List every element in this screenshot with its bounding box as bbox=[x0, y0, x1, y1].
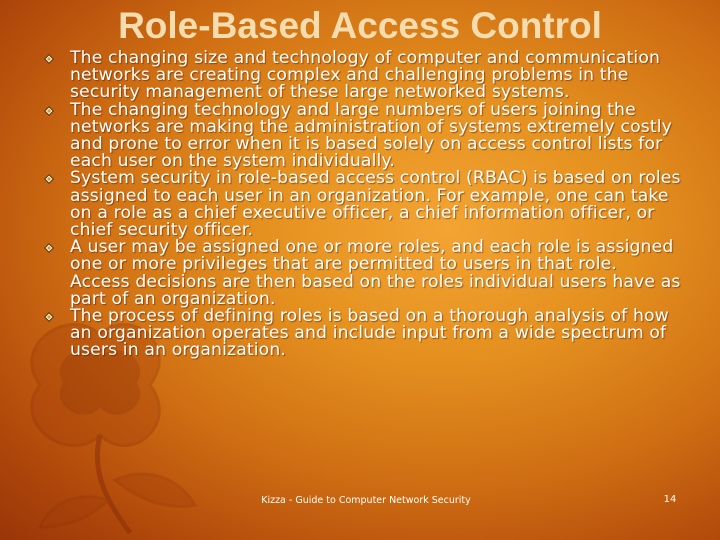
diamond-bullet-icon bbox=[44, 174, 54, 184]
bullet-item bbox=[42, 99, 682, 172]
bullet-list bbox=[42, 50, 682, 360]
diamond-bullet-icon bbox=[44, 54, 54, 64]
bullet-text: A user may be assigned one or more roles, and each role is assigned one or more privileges that are permitted to users in that role. Access decisions are then based on the roles individual users have as part of an organization. bbox=[70, 237, 681, 309]
diamond-bullet-icon bbox=[44, 243, 54, 253]
bullet-text: System security in role-based access control (RBAC) is based on roles assigned to each user in an organization. For example, one can take on a role as a chief executive officer, a chief information officer, or chief security officer. bbox=[70, 168, 681, 241]
bullet-text: The changing size and technology of computer and communication networks are creating complex and challenging problems in the security management of these large networked systems. bbox=[70, 48, 661, 103]
bullet-text: The process of defining roles is based on a thorough analysis of how an organization operates and include input from a wide spectrum of users in an organization. bbox=[70, 306, 669, 361]
slide-footer: Kizza - Guide to Computer Network Security bbox=[261, 495, 471, 506]
bullet-item bbox=[42, 50, 682, 102]
bullet-item bbox=[42, 308, 682, 360]
page-number: 14 bbox=[663, 494, 677, 505]
slide-title: Role-Based Access Control bbox=[118, 5, 602, 46]
bullet-text: The changing technology and large numbers of users joining the networks are making the administration of systems extremely costly and prone to error when it is based solely on access control lists for each user on the system individually. bbox=[70, 99, 672, 172]
bullet-item bbox=[42, 170, 682, 239]
bullet-item bbox=[42, 239, 682, 308]
diamond-bullet-icon bbox=[44, 106, 54, 116]
diamond-bullet-icon bbox=[44, 312, 54, 322]
